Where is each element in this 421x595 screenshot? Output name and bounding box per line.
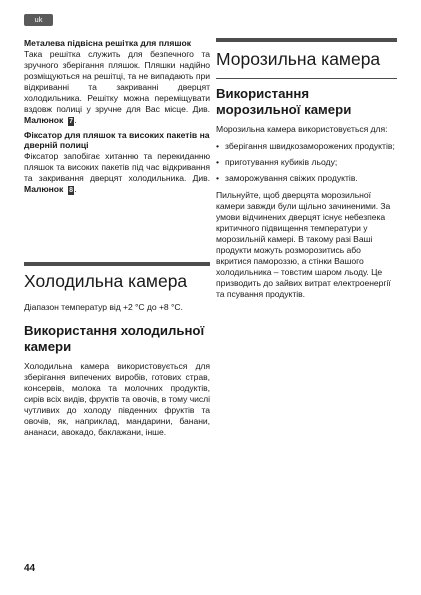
fridge-section bbox=[24, 262, 210, 438]
list-item: • зберігання швидкозаморожених продуктів; bbox=[216, 141, 397, 152]
bottle-holder-text bbox=[24, 151, 210, 195]
section-rule bbox=[24, 262, 210, 266]
bottle-rack-body: Така решітка служить для безпечного та зручного зберігання пляшок. Пляшки надійно розміщуються на решітці, та не випадають при відкриванні та закриванні дверцят холодильника. Решітку можна переміщувати вздовж полиці у зручне для Вас місце. Див. bbox=[24, 48, 210, 114]
freezer-use-heading: Використання морозильної камери bbox=[216, 86, 352, 117]
bottle-holder-body: Фіксатор запобігає хитанню та перекиданню пляшок та високих пакетів під час відкривання та закривання дверцят холодильника. Див. bbox=[24, 150, 210, 183]
fridge-use-heading: Використання холодильної камери bbox=[24, 323, 205, 354]
freezer-door-note: Пильнуйте, щоб дверцята морозильної камери завжди були щільно зачиненими. За умови відчинених дверцят існує небезпека критичного підвищення температури у морозильній камері. В такому разі Ваші продукти можуть розморозитись або вкритися памороззю, а стінки Вашого холодильника – товстим шаром льоду. Це призводить до зайвих витрат електроенергії та псування продуктів. bbox=[216, 190, 391, 299]
temperature-range-text: Діапазон температур від +2 °C до +8 °C. bbox=[24, 302, 183, 312]
figure-reference-label: Малюнок bbox=[24, 183, 64, 194]
section-thin-rule bbox=[216, 78, 397, 79]
fridge-title: Холодильна камера bbox=[24, 271, 188, 291]
bottle-rack-heading: Металева підвісна решітка для пляшок bbox=[24, 38, 192, 48]
period: . bbox=[74, 114, 77, 125]
left-column bbox=[24, 38, 210, 195]
bottle-rack-text bbox=[24, 49, 210, 126]
language-badge: uk bbox=[24, 14, 53, 26]
page-number: 44 bbox=[24, 563, 36, 574]
bottle-holder-heading: Фіксатор для пляшок та високих пакетів на дверній полиці bbox=[24, 129, 210, 151]
freezer-intro-text: Морозильна камера використовується для: bbox=[216, 124, 388, 134]
list-item: • заморожування свіжих продуктів. bbox=[216, 173, 397, 184]
figure-number-badge: 8 bbox=[69, 186, 73, 194]
period: . bbox=[74, 183, 77, 194]
freezer-title: Морозильна камера bbox=[216, 49, 381, 69]
figure-number-badge: 7 bbox=[69, 117, 73, 125]
fridge-use-text: Холодильна камера використовується для зберігання випечених виробів, готових страв, консервів, молока та молочних продуктів, сирів всіх видів, фруктів та овочів, в тому числі чутливих до холоду південних фруктів та овочів, як, наприклад, мандарини, банани, ананаси, авокадо, баклажани, інше. bbox=[24, 361, 210, 437]
section-rule bbox=[216, 38, 397, 42]
right-column bbox=[216, 38, 397, 300]
list-item: • приготування кубиків льоду; bbox=[216, 157, 397, 168]
figure-reference-label: Малюнок bbox=[24, 114, 64, 125]
freezer-uses-list bbox=[216, 141, 397, 184]
